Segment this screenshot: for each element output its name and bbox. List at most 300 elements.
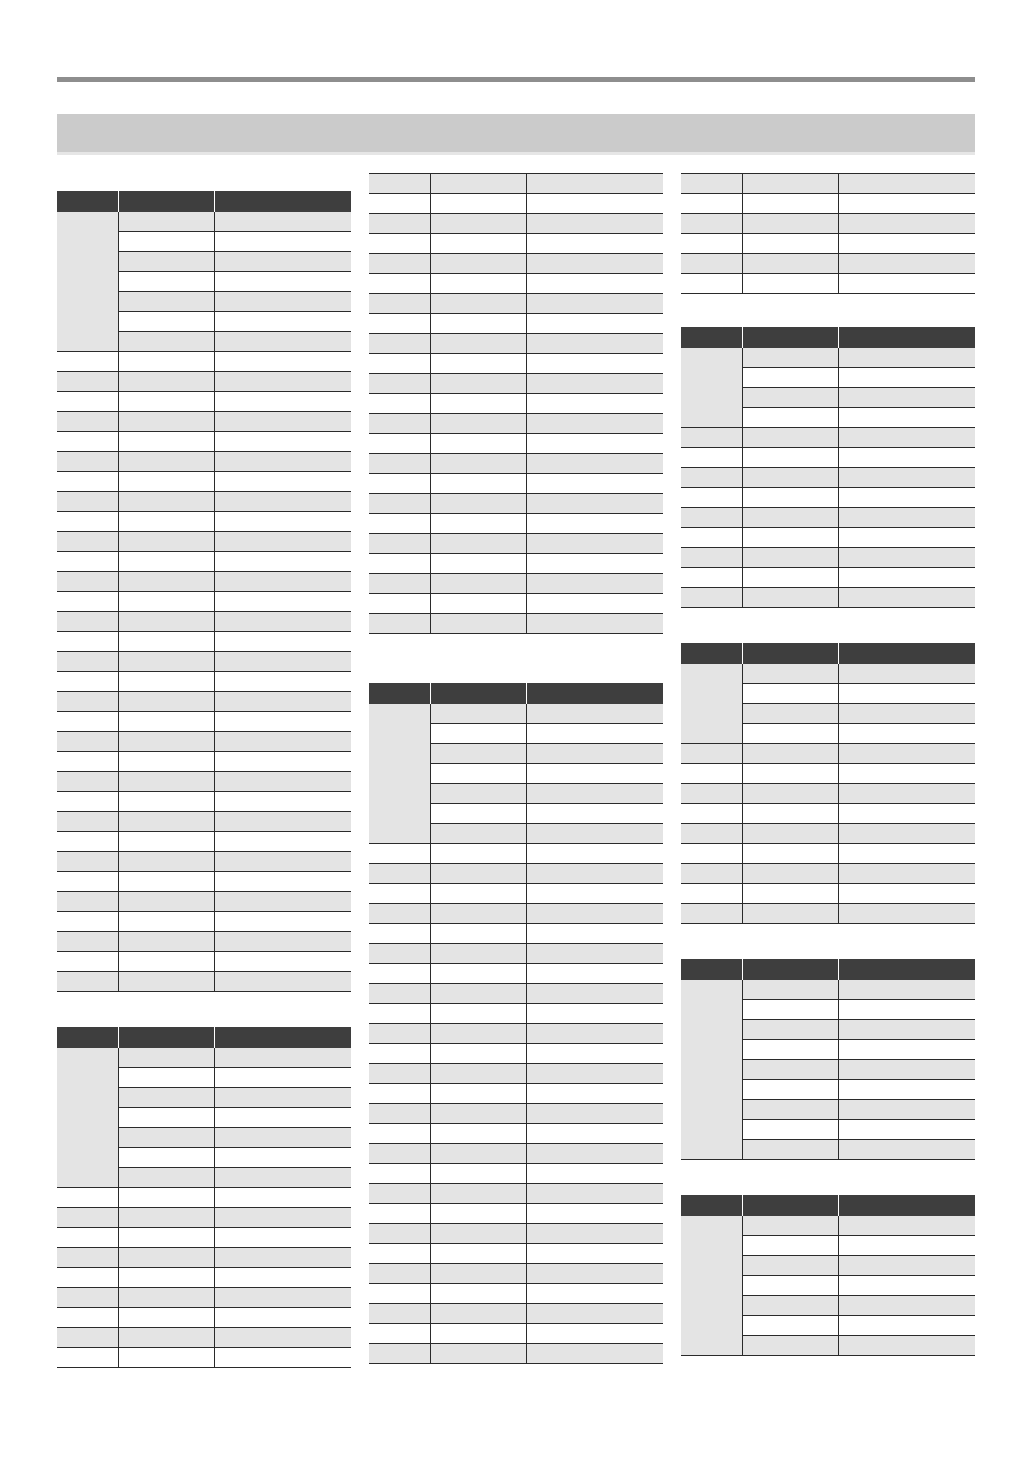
table-row [369,1344,663,1364]
table-row [57,912,351,932]
table-cell [839,824,975,843]
table-cell [527,1284,663,1303]
table-cell [839,234,975,253]
header-cell [839,959,975,980]
table-cell [839,804,975,823]
table-cell [839,408,975,427]
table-cell [431,294,527,313]
table-cell [431,254,527,273]
table-row [369,1084,663,1104]
table-cell [743,724,839,743]
table-cell [119,392,215,411]
table-cell [119,892,215,911]
table-cell [431,494,527,513]
table-row [681,568,975,588]
table-cell [57,1348,119,1367]
table-cell [215,672,351,691]
table-cell [119,252,215,271]
table-row [57,672,351,692]
table-row [57,812,351,832]
table-cell [215,792,351,811]
table-row [369,234,663,254]
table-cell [57,1308,119,1327]
table-cell [431,354,527,373]
table-row [681,254,975,274]
table-row [681,234,975,254]
table-cell [369,964,431,983]
table-cell [527,514,663,533]
table-row [369,1224,663,1244]
table-cell [369,1344,431,1363]
table-cell [369,494,431,513]
table-row [57,552,351,572]
table-row [119,332,351,352]
table-row [369,1044,663,1064]
table-cell [839,1020,975,1039]
table-cell [743,864,839,883]
table-cell [369,534,431,553]
banner-shadow [57,152,975,155]
table-cell [839,214,975,233]
table-header [57,1027,351,1048]
table-row [57,712,351,732]
table-row [681,744,975,764]
table-cell [119,712,215,731]
table-cell [743,568,839,587]
table-cell [527,1324,663,1343]
table-row [369,174,663,194]
table-cell [369,394,431,413]
table-cell [839,744,975,763]
table-cell [369,1064,431,1083]
table-header [57,191,351,212]
table-row [57,592,351,612]
table-cell [57,692,119,711]
merged-group [57,1048,351,1188]
table-cell [527,924,663,943]
table-cell [743,844,839,863]
table-cell [839,1276,975,1295]
table-cell [743,1296,839,1315]
table-cell [431,1244,527,1263]
table-cell [215,712,351,731]
table-cell [527,254,663,273]
table-cell [431,554,527,573]
table-cell [215,232,351,251]
table-cell [369,1204,431,1223]
table-cell [369,554,431,573]
table-row [57,352,351,372]
header-cell [839,327,975,348]
table-cell [215,1348,351,1367]
table-cell [743,1080,839,1099]
table-cell [681,804,743,823]
table-row [369,354,663,374]
table-cell [839,528,975,547]
table-row [369,1124,663,1144]
table-cell [215,1248,351,1267]
header-cell [431,683,527,704]
table-row [681,488,975,508]
table-cell [681,528,743,547]
table-row [681,804,975,824]
table-cell [215,872,351,891]
table-cell [527,1344,663,1363]
table-cell [431,1164,527,1183]
table-cell [431,474,527,493]
section-banner [57,114,975,152]
table-row [681,844,975,864]
table-cell [215,1168,351,1187]
table-cell [839,254,975,273]
table-row [57,492,351,512]
table-row [681,784,975,804]
table-cell [527,354,663,373]
table-row [681,904,975,924]
table-row [57,412,351,432]
table-cell [839,1296,975,1315]
table-row [369,964,663,984]
table-row [57,572,351,592]
table-cell [369,1244,431,1263]
table-row [743,1000,975,1020]
table-cell [119,1088,215,1107]
data-table [57,1027,351,1368]
table-cell [527,1204,663,1223]
table-cell [119,472,215,491]
table-cell [743,214,839,233]
table-row [681,174,975,194]
table-cell [369,414,431,433]
table-row [369,1324,663,1344]
table-cell [57,392,119,411]
table-row [369,334,663,354]
table-cell [369,294,431,313]
table-cell [119,1168,215,1187]
table-cell [215,652,351,671]
table-cell [527,334,663,353]
table-cell [369,1104,431,1123]
table-row [681,194,975,214]
table-cell [527,1084,663,1103]
table-cell [743,1316,839,1335]
table-row [681,764,975,784]
table-cell [839,684,975,703]
table-row [369,374,663,394]
table-cell [743,428,839,447]
table-cell [681,844,743,863]
table-cell [119,372,215,391]
table-cell [839,764,975,783]
table-cell [431,534,527,553]
header-cell [743,959,839,980]
table-cell [839,980,975,999]
table-cell [369,474,431,493]
table-cell [743,234,839,253]
table-row [119,232,351,252]
merged-cell [681,348,743,428]
table-cell [681,448,743,467]
table-cell [527,1044,663,1063]
table-cell [527,294,663,313]
table-cell [527,474,663,493]
table-cell [369,614,431,633]
table-cell [431,454,527,473]
table-cell [743,824,839,843]
table-cell [215,592,351,611]
table-row [369,1184,663,1204]
table-row [57,652,351,672]
table-cell [527,434,663,453]
table-cell [743,588,839,607]
table-cell [681,588,743,607]
table-cell [119,932,215,951]
table-cell [431,394,527,413]
table-cell [431,334,527,353]
table-cell [839,884,975,903]
table-cell [215,832,351,851]
table-cell [839,428,975,447]
table-cell [119,772,215,791]
table-cell [215,352,351,371]
table-row [57,472,351,492]
table-cell [743,804,839,823]
table-cell [527,1264,663,1283]
data-table [369,173,663,634]
table-row [119,1108,351,1128]
header-cell [681,1195,743,1216]
table-cell [527,214,663,233]
table-row [743,664,975,684]
table-row [369,1204,663,1224]
table-header [681,643,975,664]
table-row [681,528,975,548]
table-cell [743,1060,839,1079]
table-cell [431,704,527,723]
table-row [369,394,663,414]
table-cell [743,388,839,407]
table-cell [119,832,215,851]
table-cell [431,1284,527,1303]
table-row [369,1304,663,1324]
table-cell [119,1228,215,1247]
table-row [369,614,663,634]
table-cell [681,904,743,923]
table-row [369,194,663,214]
header-cell [681,643,743,664]
header-cell [743,327,839,348]
table-cell [743,664,839,683]
table-cell [431,844,527,863]
table-cell [743,1216,839,1235]
table-cell [119,292,215,311]
table-cell [527,1244,663,1263]
table-row [369,944,663,964]
header-cell [215,191,351,212]
table-cell [431,1344,527,1363]
table-header [681,959,975,980]
table-cell [119,1208,215,1227]
table-cell [527,374,663,393]
table-cell [57,732,119,751]
table-cell [681,508,743,527]
table-row [57,1268,351,1288]
header-cell [527,683,663,704]
table-row [57,1328,351,1348]
table-cell [839,724,975,743]
table-cell [839,784,975,803]
table-row [57,852,351,872]
table-cell [527,724,663,743]
table-cell [527,594,663,613]
table-cell [743,1276,839,1295]
table-cell [431,434,527,453]
table-cell [119,1188,215,1207]
table-cell [527,744,663,763]
table-row [57,372,351,392]
table-cell [119,752,215,771]
table-cell [527,234,663,253]
table-row [57,972,351,992]
table-cell [431,174,527,193]
header-cell [119,191,215,212]
merged-group [681,980,975,1160]
table-cell [215,472,351,491]
table-cell [431,724,527,743]
table-cell [743,1100,839,1119]
table-cell [839,588,975,607]
table-row [743,1256,975,1276]
table-cell [215,732,351,751]
table-row [369,884,663,904]
table-cell [743,1256,839,1275]
table-cell [743,980,839,999]
header-cell [681,959,743,980]
table-cell [215,852,351,871]
table-cell [431,414,527,433]
table-row [369,1144,663,1164]
table-cell [57,712,119,731]
table-row [57,612,351,632]
table-cell [119,852,215,871]
table-cell [743,488,839,507]
table-row [369,1064,663,1084]
table-row [681,824,975,844]
table-cell [527,1304,663,1323]
table-cell [527,314,663,333]
table-cell [527,984,663,1003]
table-cell [431,374,527,393]
header-cell [57,1027,119,1048]
table-cell [57,1328,119,1347]
table-cell [839,1256,975,1275]
table-cell [527,904,663,923]
table-row [119,312,351,332]
table-cell [369,594,431,613]
table-row [743,1100,975,1120]
table-row [57,1348,351,1368]
table-row [57,1228,351,1248]
table-cell [369,1264,431,1283]
table-cell [57,852,119,871]
table-cell [57,432,119,451]
table-cell [369,1304,431,1323]
table-cell [681,884,743,903]
table-row [369,254,663,274]
table-cell [839,348,975,367]
table-cell [527,764,663,783]
table-row [743,408,975,428]
table-cell [119,432,215,451]
table-cell [215,912,351,931]
table-cell [431,1224,527,1243]
table-cell [431,1004,527,1023]
table-row [57,512,351,532]
merged-cell [681,980,743,1160]
data-table [681,173,975,294]
table-row [57,892,351,912]
table-row [57,752,351,772]
table-row [57,432,351,452]
table-cell [119,912,215,931]
table-cell [431,234,527,253]
table-row [743,1296,975,1316]
table-row [57,1288,351,1308]
table-cell [57,572,119,591]
table-row [369,474,663,494]
table-cell [119,672,215,691]
table-cell [215,932,351,951]
table-cell [119,972,215,991]
table-row [369,454,663,474]
table-row [681,448,975,468]
table-row [369,904,663,924]
table-cell [57,912,119,931]
table-cell [743,1040,839,1059]
table-cell [119,452,215,471]
table-row [431,784,663,804]
data-table [369,683,663,1364]
table-cell [431,1104,527,1123]
table-row [57,952,351,972]
table-row [743,388,975,408]
table-cell [57,452,119,471]
table-cell [215,772,351,791]
table-cell [839,274,975,293]
header-cell [743,1195,839,1216]
header-cell [57,191,119,212]
table-cell [839,664,975,683]
table-row [369,294,663,314]
merged-group [681,664,975,744]
table-cell [215,1228,351,1247]
table-row [681,548,975,568]
table-row [431,804,663,824]
table-cell [743,1000,839,1019]
table-cell [431,744,527,763]
table-cell [215,1188,351,1207]
table-cell [215,692,351,711]
table-row [369,1284,663,1304]
table-cell [57,792,119,811]
table-cell [119,812,215,831]
table-row [57,792,351,812]
table-cell [215,1068,351,1087]
table-row [57,1208,351,1228]
table-cell [369,274,431,293]
merged-group [57,212,351,352]
table-cell [839,548,975,567]
